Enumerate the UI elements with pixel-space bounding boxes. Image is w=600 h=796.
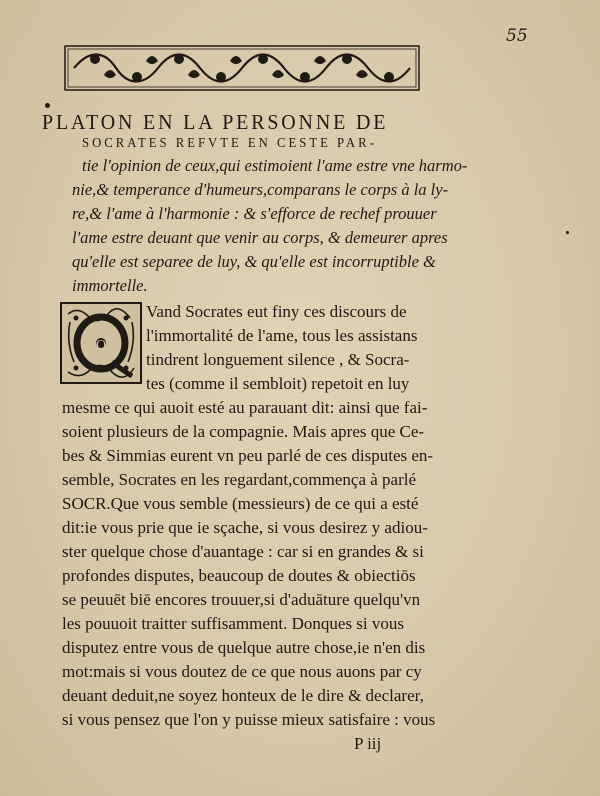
body-line: tes (comme il sembloit) repetoit en luy [146,374,410,393]
body-line: l'immortalité de l'ame, tous les assistans [146,326,418,345]
body-line: disputez entre vous de quelque autre chose,ie n'en dis [62,638,426,657]
chapter-subtitle: SOCRATES REFVTE EN CESTE PAR- [82,136,377,151]
body-line: si vous pensez que l'on y puisse mieux satisfaire : vous [62,710,436,729]
body-line: semble, Socrates en les regardant,commença à parlé [62,470,417,489]
argument-line: l'ame estre deuant que venir au corps, & demeurer apres [72,228,448,247]
body-line: Vand Socrates eut finy ces discours de [146,302,407,321]
headpiece-ornament [64,45,420,91]
body-line: soient plusieurs de la compagnie. Mais apres que Ce- [62,422,425,441]
dropcap-letter: Q [95,338,107,353]
body-line: bes & Simmias eurent vn peu parlé de ces disputes en- [62,446,434,465]
decorated-initial [60,302,142,384]
body-line: dit:ie vous prie que ie sçache, si vous desirez y adiou- [62,518,428,537]
body-line: SOCR.Que vous semble (messieurs) de ce qui a esté [62,494,419,513]
body-line: se peuuēt biē encores trouuer,si d'aduāture quelqu'vn [62,590,421,609]
argument-line: re,& l'ame à l'harmonie : & s'efforce de rechef prouuer [72,204,437,223]
chapter-title: PLATON EN LA PERSONNE DE [42,110,389,134]
argument-line: nie,& temperance d'humeurs,comparans le corps à la ly- [72,180,449,199]
argument-line: immortelle. [72,276,148,295]
margin-bullet-left [45,103,50,108]
page-number: 55 [506,26,528,46]
body-line: tindrent longuement silence , & Socra- [146,350,410,369]
body-line: mot:mais si vous doutez de ce que nous auons par cy [62,662,422,681]
argument-line: tie l'opinion de ceux,qui estimoient l'ame estre vne harmo- [82,156,468,175]
body-line: deuant deduit,ne soyez honteux de le dire & declarer, [62,686,424,705]
body-line: profondes disputes, beaucoup de doutes & obiectiōs [62,566,416,585]
body-line: ster quelque chose d'auantage : car si en grandes & si [62,542,424,561]
body-line: les pouuoit traitter suffisamment. Donques si vous [62,614,405,633]
argument-line: qu'elle est separee de luy, & qu'elle est incorruptible & [72,252,436,271]
body-line: mesme ce qui auoit esté au parauant dit: ainsi que fai- [62,398,428,417]
margin-bullet-right [566,231,569,234]
signature-mark: P iij [354,734,382,753]
